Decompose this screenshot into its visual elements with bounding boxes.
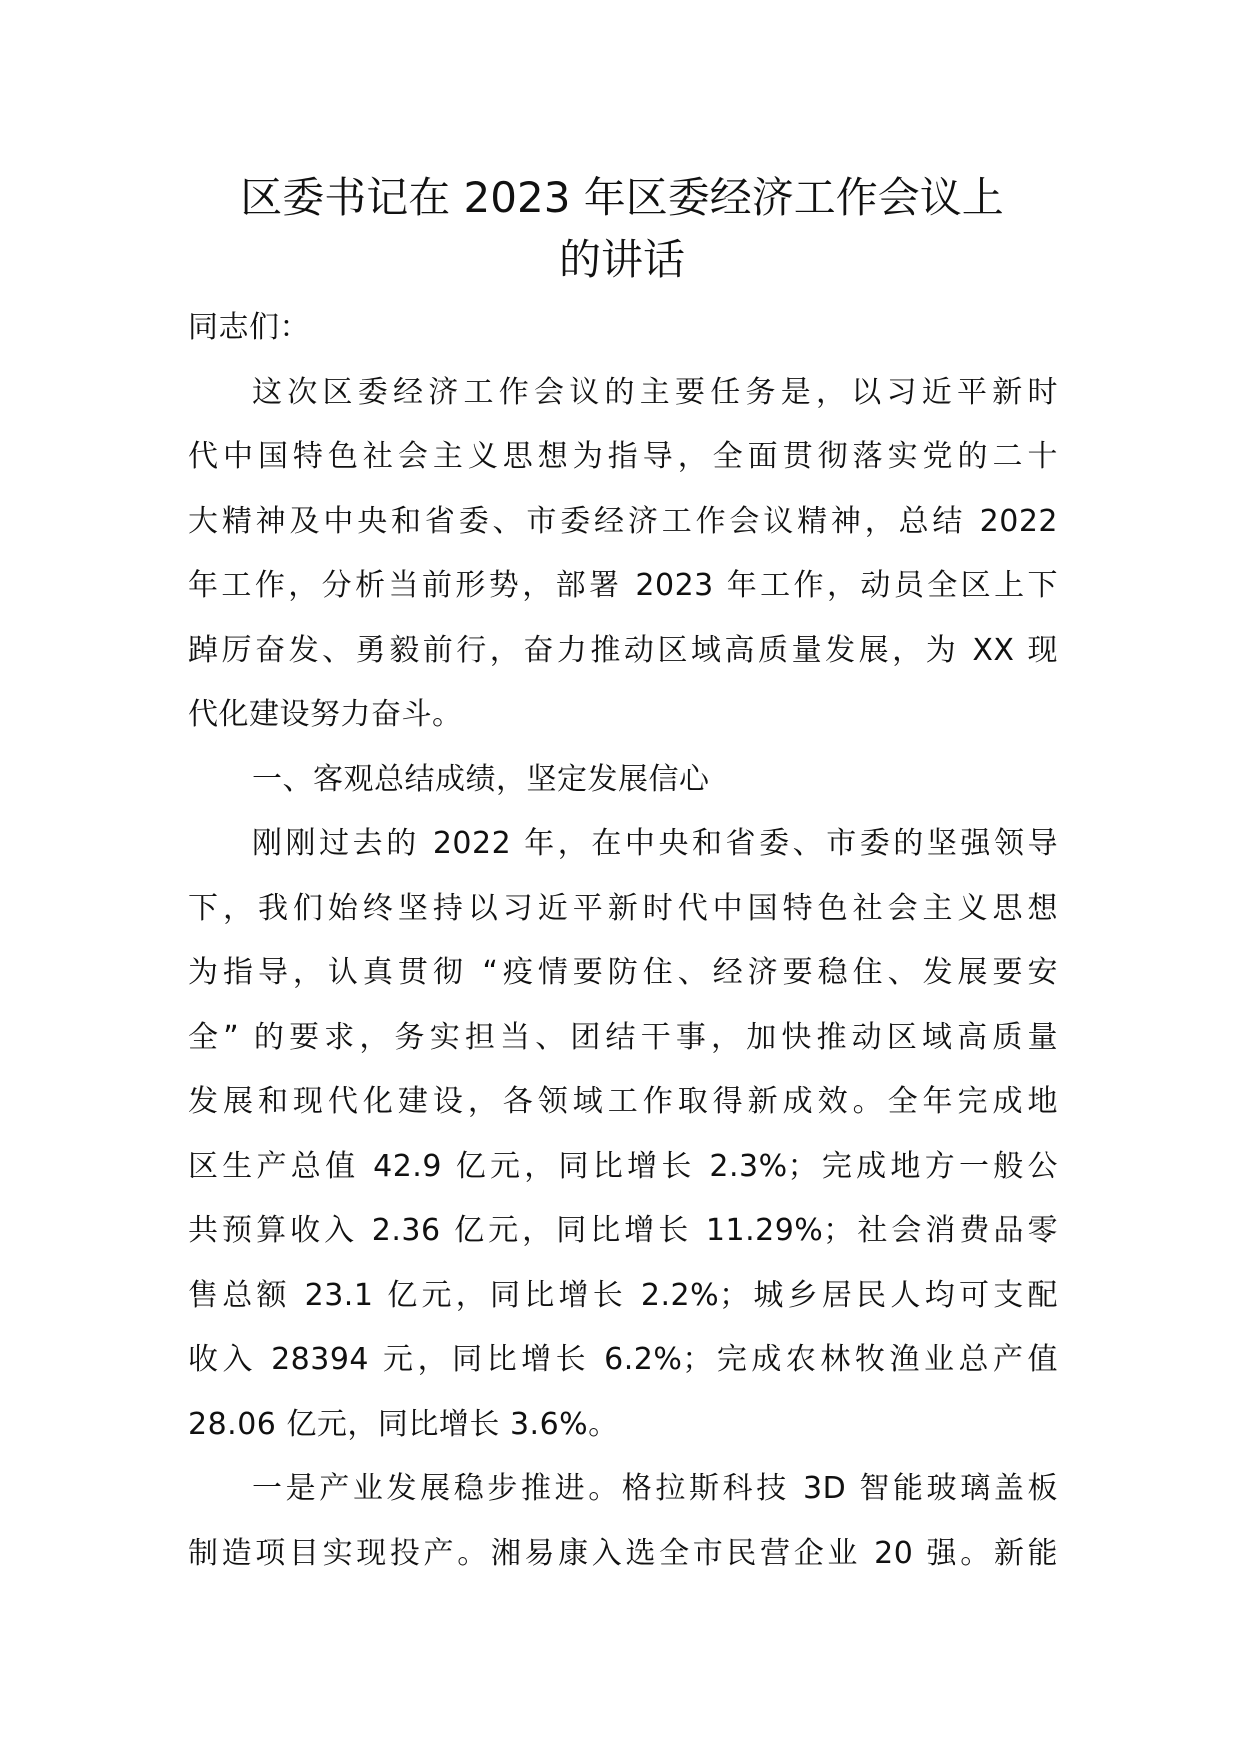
body-line: 收入 28394 元，同比增长 6.2%；完成农林牧渔业总产值 — [188, 1342, 1058, 1377]
body-line: 共预算收入 2.36 亿元，同比增长 11.29%；社会消费品零 — [188, 1213, 1058, 1248]
body-line: 年工作，分析当前形势，部署 2023 年工作，动员全区上下 — [188, 568, 1058, 603]
document-body — [188, 296, 1058, 1586]
body-line: 这次区委经济工作会议的主要任务是，以习近平新时 — [252, 374, 1058, 410]
body-line: 发展和现代化建设，各领域工作取得新成效。全年完成地 — [188, 1084, 1058, 1119]
body-line: 一、客观总结成绩，坚定发展信心 — [252, 761, 710, 797]
body-line: 制造项目实现投产。湘易康入选全市民营企业 20 强。新能 — [188, 1535, 1058, 1571]
document-title-line-1: 区委书记在 2023 年区委经济工作会议上 — [240, 173, 1004, 222]
body-line: 刚刚过去的 2022 年，在中央和省委、市委的坚强领导 — [252, 826, 1058, 861]
body-line: 代化建设努力奋斗。 — [188, 697, 463, 732]
body-line: 下，我们始终坚持以习近平新时代中国特色社会主义思想 — [188, 890, 1058, 926]
body-line: 为指导，认真贯彻 “疫情要防住、经济要稳住、发展要安 — [188, 955, 1058, 990]
body-line: 售总额 23.1 亿元，同比增长 2.2%；城乡居民人均可支配 — [188, 1277, 1058, 1313]
body-line: 28.06 亿元，同比增长 3.6%。 — [188, 1406, 619, 1442]
body-lines — [188, 361, 1058, 1587]
body-line: 代中国特色社会主义思想为指导，全面贯彻落实党的二十 — [188, 439, 1058, 474]
body-line: 全” 的要求，务实担当、团结干事，加快推动区域高质量 — [188, 1019, 1058, 1055]
body-line: 大精神及中央和省委、市委经济工作会议精神，总结 2022 — [188, 503, 1058, 539]
salutation: 同志们： — [188, 310, 310, 345]
body-line: 一是产业发展稳步推进。格拉斯科技 3D 智能玻璃盖板 — [252, 1471, 1058, 1506]
body-line: 区生产总值 42.9 亿元，同比增长 2.3%；完成地方一般公 — [188, 1148, 1058, 1184]
body-line: 踔厉奋发、勇毅前行，奋力推动区域高质量发展，为 XX 现 — [188, 632, 1058, 668]
document-title-line-2: 的讲话 — [558, 235, 685, 284]
